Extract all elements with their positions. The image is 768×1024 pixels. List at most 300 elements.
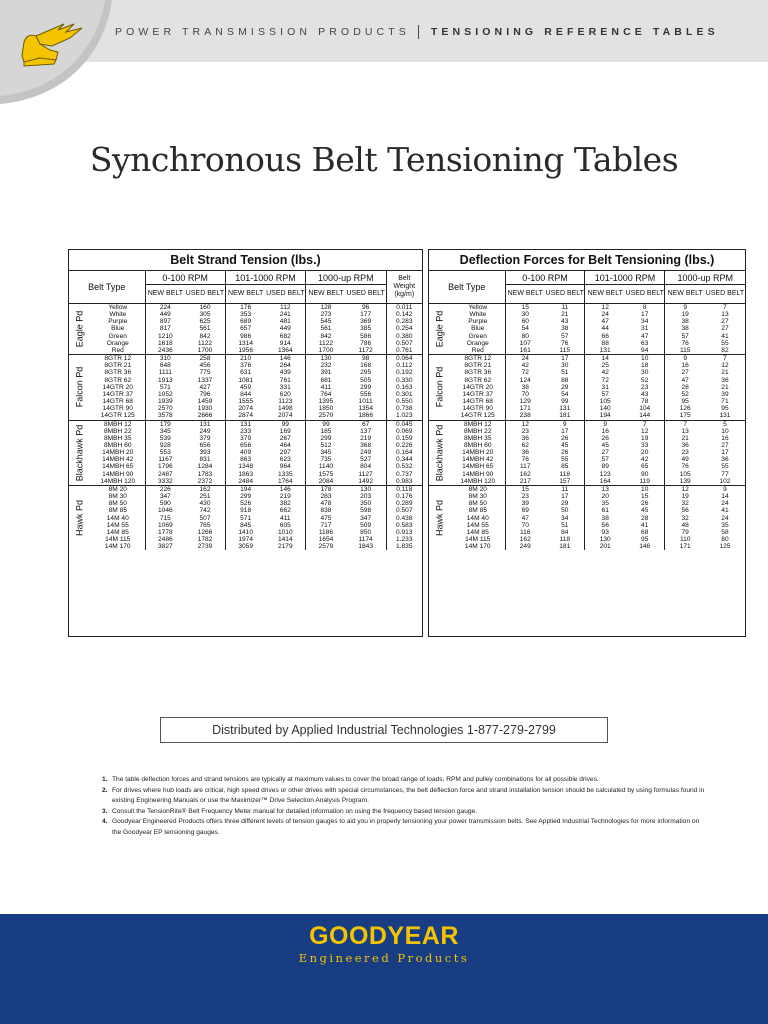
belt-weight-cell: 0.344	[386, 456, 422, 463]
deflection-value-cell: 42	[641, 456, 649, 464]
strand-value-cell: 1122	[197, 339, 213, 347]
deflection-value-cell: 76	[505, 456, 545, 463]
strand-value-cell: 553	[145, 449, 185, 456]
strand-value-cell: 267	[279, 434, 291, 442]
strand-table-title: Belt Strand Tension (lbs.)	[69, 250, 422, 271]
note-number: 2.	[102, 786, 108, 794]
belt-weight-cell: 0.983	[386, 478, 422, 486]
strand-value-cell: 761	[279, 376, 291, 384]
deflection-value-cell: 164	[585, 478, 625, 486]
strand-value-cell: 409	[225, 449, 265, 456]
deflection-value-cell: 139	[665, 478, 705, 486]
strand-value-cell: 1081	[225, 377, 265, 384]
strand-value-cell: 1364	[277, 346, 293, 354]
table-row	[429, 369, 745, 376]
strand-value-cell: 850	[360, 528, 372, 536]
deflection-value-cell: 25	[585, 362, 625, 369]
deflection-value-cell: 30	[505, 311, 545, 318]
strand-value-cell: 845	[225, 522, 265, 529]
deflection-value-cell: 9	[545, 420, 585, 428]
deflection-value-cell: 45	[641, 507, 649, 515]
strand-value-cell: 1140	[306, 463, 346, 470]
strand-value-cell: 1174	[358, 536, 373, 543]
belt-type-cell: 8GTR 21	[464, 362, 492, 370]
deflection-value-cell: 105	[585, 398, 625, 405]
strand-value-cell: 2074	[277, 412, 293, 420]
strand-value-cell: 162	[185, 485, 225, 493]
strand-value-cell: 1395	[306, 398, 346, 405]
strand-value-cell: 2570	[145, 405, 185, 412]
deflection-value-cell: 65	[641, 463, 649, 471]
deflection-value-cell: 12	[585, 304, 625, 312]
deflection-value-cell: 85	[561, 463, 569, 471]
strand-value-cell: 1167	[145, 456, 185, 463]
deflection-value-cell: 10	[625, 485, 665, 493]
strand-value-cell: 1782	[197, 536, 213, 543]
table-row	[69, 412, 422, 420]
belt-type-cell: 8GTR 36	[104, 369, 132, 377]
strand-value-cell: 1492	[358, 477, 373, 485]
strand-value-cell: 1410	[225, 529, 265, 536]
distributor-box: Distributed by Applied Industrial Technologies 1-877-279-2799	[160, 717, 608, 743]
strand-value-cell: 505	[360, 376, 372, 384]
deflection-value-cell: 24	[585, 311, 625, 318]
strand-value-cell: 717	[306, 522, 346, 529]
deflection-value-cell: 51	[561, 369, 569, 377]
belt-type-cell: 14MBH 120	[100, 477, 136, 485]
table-row	[429, 500, 745, 507]
belt-type-cell: Green	[468, 332, 487, 340]
belt-type-cell: 8GTR 36	[464, 369, 492, 377]
strand-belt-type-header: Belt Type	[69, 271, 145, 304]
deflection-table-title: Deflection Forces for Belt Tensioning (lbs.)	[429, 250, 745, 271]
table-row	[429, 522, 745, 529]
deflection-value-cell: 45	[585, 442, 625, 449]
table-row	[429, 377, 745, 384]
deflection-value-cell: 140	[585, 405, 625, 412]
strand-sub-header: USED BELT	[346, 285, 386, 304]
strand-value-cell: 545	[306, 318, 346, 325]
table-row	[69, 471, 422, 478]
strand-sub-header: USED BELT	[265, 285, 305, 304]
deflection-value-cell: 61	[585, 507, 625, 514]
strand-value-cell: 249	[199, 427, 211, 435]
deflection-value-cell: 36	[721, 376, 729, 384]
belt-weight-cell: 0.064	[386, 355, 422, 363]
deflection-value-cell: 157	[559, 477, 571, 485]
strand-value-cell: 179	[145, 420, 185, 428]
deflection-value-cell: 50	[561, 507, 569, 515]
deflection-value-cell: 119	[639, 477, 650, 485]
table-row	[69, 340, 422, 347]
deflection-value-cell: 125	[719, 543, 731, 551]
deflection-value-cell: 93	[585, 529, 625, 536]
deflection-value-cell: 70	[505, 391, 545, 398]
deflection-value-cell: 68	[641, 528, 649, 536]
strand-value-cell: 539	[145, 435, 185, 442]
table-row	[429, 325, 745, 332]
deflection-value-cell: 5	[705, 420, 745, 428]
deflection-value-cell: 27	[665, 369, 705, 376]
deflection-value-cell: 181	[559, 543, 571, 551]
strand-value-cell: 131	[225, 420, 265, 428]
strand-value-cell: 130	[306, 355, 346, 363]
strand-value-cell: 146	[265, 485, 305, 493]
strand-value-cell: 842	[199, 332, 211, 340]
belt-weight-cell: 0.913	[386, 529, 422, 536]
deflection-value-cell: 35	[585, 500, 625, 507]
deflection-value-cell: 23	[665, 449, 705, 456]
strand-value-cell: 786	[360, 339, 372, 347]
deflection-value-cell: 94	[641, 346, 649, 354]
belt-weight-cell: 0.380	[386, 333, 422, 340]
belt-type-cell: 8M 85	[468, 507, 487, 515]
deflection-value-cell: 28	[641, 514, 649, 522]
notes-list	[98, 775, 710, 839]
deflection-value-cell: 144	[639, 412, 651, 420]
deflection-value-cell: 13	[665, 428, 705, 435]
belt-type-cell: 8M 50	[108, 500, 127, 508]
header-right-text: TENSIONING REFERENCE TABLES	[430, 25, 719, 38]
strand-value-cell: 986	[225, 333, 265, 340]
belt-type-cell: 14MBH 42	[462, 456, 494, 464]
deflection-value-cell: 71	[721, 398, 729, 406]
strand-value-cell: 1498	[277, 405, 293, 413]
deflection-value-cell: 21	[665, 435, 705, 442]
table-row	[429, 340, 745, 347]
table-row	[429, 507, 745, 514]
table-row	[69, 405, 422, 412]
strand-value-cell: 1974	[225, 536, 265, 543]
strand-value-cell: 393	[199, 449, 211, 457]
strand-value-cell: 715	[145, 515, 185, 522]
strand-value-cell: 765	[199, 521, 211, 529]
deflection-value-cell: 38	[585, 515, 625, 522]
strand-value-cell: 648	[145, 362, 185, 369]
belt-type-cell: 8M 30	[108, 493, 127, 501]
belt-type-cell: 14M 55	[106, 521, 129, 529]
table-row	[429, 456, 745, 463]
strand-value-cell: 258	[185, 355, 225, 363]
deflection-value-cell: 14	[585, 355, 625, 363]
belt-type-cell: Red	[111, 346, 124, 354]
belt-type-cell: Purple	[468, 318, 488, 326]
belt-weight-cell: 0.761	[386, 347, 422, 355]
strand-value-cell: 345	[145, 428, 185, 435]
deflection-value-cell: 238	[505, 412, 545, 420]
strand-value-cell: 1314	[225, 340, 265, 347]
deflection-value-cell: 60	[505, 318, 545, 325]
table-row	[429, 391, 745, 398]
deflection-value-cell: 26	[561, 434, 569, 442]
strand-value-cell: 130	[346, 485, 386, 493]
deflection-value-cell: 49	[665, 456, 705, 463]
deflection-value-cell: 47	[585, 318, 625, 325]
deflection-value-cell: 29	[561, 500, 569, 508]
strand-value-cell: 128	[306, 304, 346, 312]
deflection-value-cell: 72	[505, 369, 545, 376]
belt-type-cell: 14MBH 20	[102, 449, 134, 457]
belt-weight-cell: 0.737	[386, 471, 422, 478]
deflection-value-cell: 21	[721, 383, 729, 391]
strand-value-cell: 2372	[197, 477, 213, 485]
table-row	[429, 442, 745, 449]
deflection-value-cell: 95	[641, 536, 649, 543]
strand-value-cell: 775	[199, 369, 211, 377]
deflection-value-cell: 12	[641, 427, 649, 435]
deflection-value-cell: 39	[721, 390, 729, 398]
strand-value-cell: 863	[225, 456, 265, 463]
strand-value-cell: 2739	[197, 543, 213, 551]
belt-weight-cell: 1.023	[386, 412, 422, 420]
belt-weight-cell: 1.233	[386, 536, 422, 543]
strand-value-cell: 844	[225, 391, 265, 398]
strand-value-cell: 297	[279, 449, 291, 457]
strand-value-cell: 657	[225, 325, 265, 332]
note-item	[98, 817, 710, 838]
strand-value-cell: 391	[306, 369, 346, 376]
deflection-value-cell: 52	[641, 376, 649, 384]
strand-value-cell: 67	[346, 420, 386, 428]
deflection-value-cell: 43	[561, 318, 569, 326]
belt-type-cell: 8GTR 12	[91, 355, 145, 363]
deflection-value-cell: 36	[505, 435, 545, 442]
deflection-value-cell: 9	[665, 355, 705, 363]
strand-value-cell: 623	[279, 456, 291, 464]
belt-type-cell: 14MBH 65	[462, 463, 494, 471]
strand-value-cell: 194	[225, 485, 265, 493]
belt-weight-cell: 0.045	[386, 420, 422, 428]
strand-value-cell: 273	[306, 311, 346, 318]
deflection-value-cell: 77	[721, 470, 729, 478]
belt-type-cell: 14GTR 125	[100, 412, 135, 420]
belt-weight-cell: 0.142	[386, 311, 422, 318]
strand-value-cell: 382	[279, 500, 291, 508]
deflection-value-cell: 27	[721, 318, 729, 326]
strand-value-cell: 1172	[358, 346, 373, 354]
strand-value-cell: 226	[145, 485, 185, 493]
deflection-sub-header: USED BELT	[545, 285, 585, 304]
table-row	[429, 420, 745, 428]
strand-value-cell: 283	[306, 493, 346, 500]
strand-value-cell: 842	[306, 333, 346, 340]
strand-value-cell: 1335	[277, 470, 293, 478]
belt-weight-cell: 0.532	[386, 463, 422, 470]
deflection-value-cell: 171	[665, 543, 705, 550]
deflection-value-cell: 130	[585, 536, 625, 543]
strand-value-cell: 249	[360, 449, 372, 457]
deflection-value-cell: 18	[641, 362, 649, 370]
deflection-value-cell: 76	[665, 463, 705, 470]
strand-value-cell: 2484	[225, 478, 265, 486]
note-item	[98, 786, 710, 807]
strand-value-cell: 682	[279, 332, 291, 340]
deflection-value-cell: 28	[665, 384, 705, 391]
deflection-value-cell: 115	[665, 347, 705, 355]
strand-value-cell: 203	[360, 493, 372, 501]
header-categories	[115, 25, 719, 39]
deflection-value-cell: 26	[561, 449, 569, 457]
table-row	[69, 478, 422, 486]
strand-value-cell: 598	[360, 507, 372, 515]
deflection-sub-header: USED BELT	[625, 285, 665, 304]
strand-value-cell: 1555	[225, 398, 265, 405]
strand-value-cell: 295	[360, 369, 372, 377]
engineered-products-label: Engineered Products	[298, 951, 470, 965]
deflection-value-cell: 194	[585, 412, 625, 420]
table-row	[69, 362, 422, 369]
table-row	[429, 478, 745, 486]
belt-type-cell: Yellow	[91, 304, 145, 312]
deflection-value-cell: 21	[561, 311, 569, 319]
strand-value-cell: 427	[199, 383, 211, 391]
deflection-value-cell: 9	[665, 304, 705, 312]
strand-value-cell: 571	[145, 384, 185, 391]
deflection-value-cell: 129	[505, 398, 545, 405]
strand-value-cell: 168	[360, 362, 372, 370]
belt-type-cell: 14MBH 90	[102, 470, 134, 478]
strand-value-cell: 439	[279, 369, 291, 377]
strand-value-cell: 561	[306, 325, 346, 332]
strand-value-cell: 1046	[145, 507, 185, 514]
belt-type-cell: Purple	[108, 318, 128, 326]
strand-rpm-header: 1000-up RPM	[306, 271, 386, 285]
strand-value-cell: 1069	[145, 522, 185, 529]
strand-value-cell: 251	[199, 493, 211, 501]
strand-value-cell: 185	[306, 428, 346, 435]
footer-band	[0, 914, 768, 1024]
deflection-value-cell: 43	[641, 390, 649, 398]
belt-type-cell: 14M 170	[104, 543, 131, 551]
deflection-value-cell: 52	[665, 391, 705, 398]
strand-value-cell: 368	[360, 441, 372, 449]
deflection-value-cell: 24	[721, 500, 729, 508]
table-row	[429, 529, 745, 536]
strand-value-cell: 1123	[278, 398, 293, 406]
belt-weight-cell: 0.438	[386, 515, 422, 522]
deflection-value-cell: 117	[505, 463, 545, 470]
table-row	[69, 311, 422, 318]
strand-value-cell: 1127	[358, 470, 373, 478]
table-row	[429, 515, 745, 522]
deflection-value-cell: 36	[721, 456, 729, 464]
deflection-value-cell: 41	[721, 332, 729, 340]
strand-tension-panel	[68, 249, 423, 637]
strand-value-cell: 350	[360, 500, 372, 508]
deflection-value-cell: 47	[665, 377, 705, 384]
strand-value-cell: 1348	[225, 463, 265, 470]
deflection-value-cell: 54	[561, 390, 569, 398]
strand-value-cell: 735	[306, 456, 346, 463]
table-row	[429, 384, 745, 391]
deflection-value-cell: 9	[585, 420, 625, 428]
deflection-value-cell: 95	[665, 398, 705, 405]
page-title: Synchronous Belt Tensioning Tables	[89, 140, 679, 179]
strand-value-cell: 411	[280, 514, 291, 522]
belt-type-cell: 8MBH 60	[464, 441, 492, 449]
strand-value-cell: 1414	[277, 536, 293, 543]
belt-type-cell: 8M 30	[468, 493, 487, 501]
strand-value-cell: 1618	[145, 340, 185, 347]
strand-value-cell: 219	[279, 493, 291, 501]
deflection-value-cell: 42	[585, 369, 625, 376]
strand-value-cell: 625	[199, 318, 211, 326]
strand-value-cell: 177	[360, 311, 372, 319]
strand-sub-header: NEW BELT	[145, 285, 185, 304]
strand-value-cell: 299	[225, 493, 265, 500]
strand-value-cell: 146	[265, 355, 305, 363]
table-row	[69, 500, 422, 507]
strand-value-cell: 178	[306, 485, 346, 493]
deflection-sub-header: NEW BELT	[585, 285, 625, 304]
deflection-value-cell: 72	[585, 377, 625, 384]
strand-value-cell: 1850	[306, 405, 346, 412]
belt-type-cell: 8MBH 12	[451, 420, 505, 428]
strand-value-cell: 99	[306, 420, 346, 428]
strand-value-cell: 376	[225, 362, 265, 369]
strand-sub-header: NEW BELT	[225, 285, 265, 304]
strand-value-cell: 345	[306, 449, 346, 456]
strand-value-cell: 620	[279, 390, 291, 398]
strand-value-cell: 430	[199, 500, 211, 508]
table-row	[69, 493, 422, 500]
note-item	[98, 807, 710, 818]
deflection-value-cell: 13	[721, 311, 729, 319]
table-row	[429, 347, 745, 355]
deflection-value-cell: 15	[641, 493, 649, 501]
table-row	[69, 522, 422, 529]
belt-weight-cell: 0.289	[386, 500, 422, 507]
belt-type-cell: Orange	[466, 339, 489, 347]
deflection-value-cell: 88	[585, 340, 625, 347]
strand-value-cell: 1337	[197, 376, 213, 384]
deflection-value-cell: 51	[561, 521, 569, 529]
strand-value-cell: 99	[265, 420, 305, 428]
belt-weight-cell: 0.550	[386, 398, 422, 405]
belt-weight-cell: 0.159	[386, 435, 422, 442]
deflection-value-cell: 90	[641, 470, 649, 478]
strand-value-cell: 1956	[225, 347, 265, 355]
belt-family-text: Hawk Pd	[74, 500, 85, 537]
belt-weight-header: Belt Weight (kg/m)	[386, 271, 422, 304]
strand-value-cell: 347	[145, 493, 185, 500]
belt-type-cell: 14GTR 68	[462, 398, 493, 406]
deflection-value-cell: 118	[559, 470, 570, 478]
strand-value-cell: 1186	[306, 529, 346, 536]
strand-value-cell: 590	[145, 500, 185, 507]
belt-type-cell: 14MBH 90	[462, 470, 494, 478]
strand-value-cell: 1843	[358, 543, 373, 551]
table-row	[429, 493, 745, 500]
belt-family-text: Eagle Pd	[74, 310, 85, 348]
deflection-value-cell: 29	[561, 383, 569, 391]
deflection-value-cell: 57	[561, 332, 569, 340]
strand-value-cell: 796	[199, 390, 211, 398]
deflection-value-cell: 17	[721, 449, 729, 457]
table-row	[69, 369, 422, 376]
strand-value-cell: 464	[279, 441, 291, 449]
table-row	[69, 536, 422, 543]
strand-value-cell: 1575	[306, 471, 346, 478]
table-row	[69, 304, 422, 312]
table-row	[429, 449, 745, 456]
deflection-force-panel	[428, 249, 746, 637]
strand-value-cell: 131	[185, 420, 225, 428]
belt-type-cell: Red	[471, 346, 484, 354]
belt-type-cell: 14MBH 20	[462, 449, 494, 457]
strand-value-cell: 2486	[145, 536, 185, 543]
strand-value-cell: 1011	[358, 398, 373, 406]
